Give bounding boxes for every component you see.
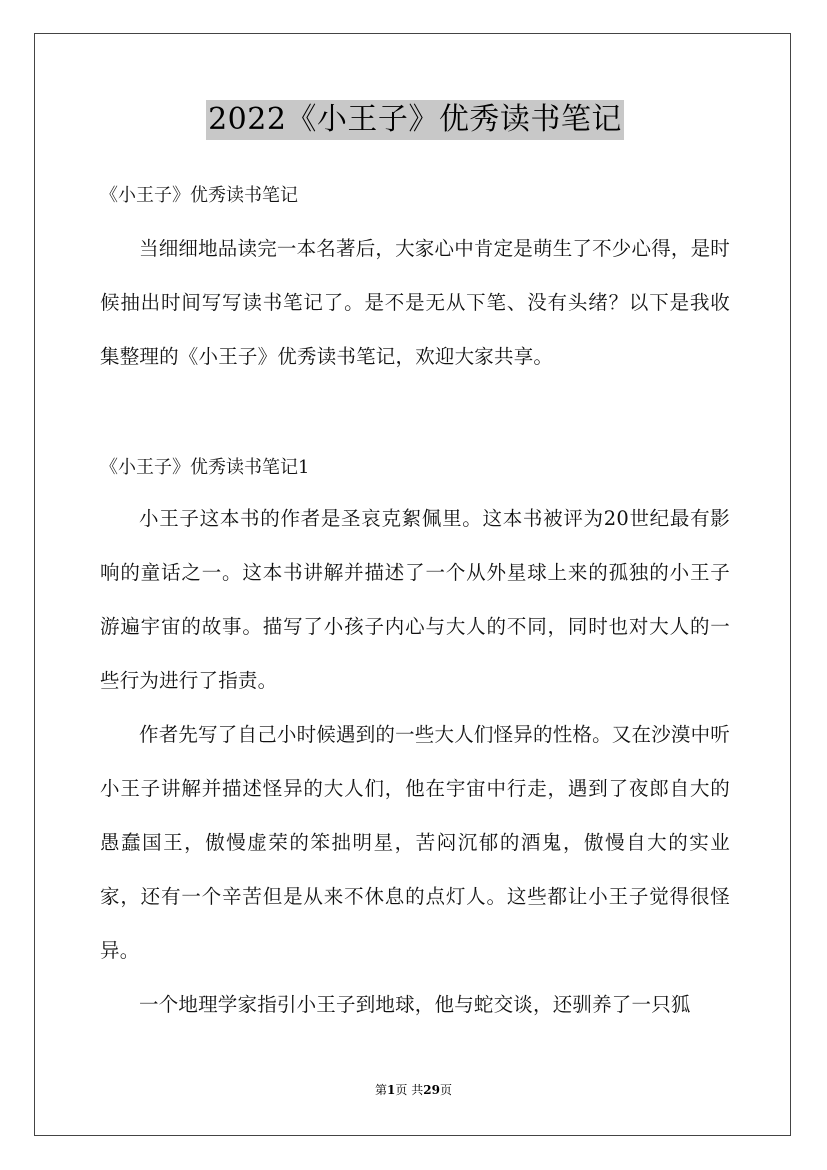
footer-page-current: 1 — [387, 1083, 396, 1097]
intro-paragraph: 当细细地品读完一本名著后，大家心中肯定是萌生了不少心得，是时候抽出时间写写读书笔记了。是不是无从下笔、没有头绪？以下是我收集整理的《小王子》优秀读书笔记，欢迎大家共享。 — [100, 237, 731, 368]
footer-suffix: 页 — [439, 1083, 452, 1097]
footer-prefix: 第 — [375, 1083, 388, 1097]
section-heading: 《小王子》优秀读书笔记1 — [100, 457, 310, 478]
page-footer — [0, 1081, 827, 1098]
body-paragraph: 一个地理学家指引小王子到地球，他与蛇交谈，还驯养了一只狐 — [139, 993, 691, 1016]
document-subtitle: 《小王子》优秀读书笔记 — [100, 185, 298, 206]
footer-page-total: 29 — [423, 1083, 440, 1097]
body-paragraph: 小王子这本书的作者是圣哀克絮佩里。这本书被评为20世纪最有影响的童话之一。这本书讲解并描述了一个从外星球上来的孤独的小王子游遍宇宙的故事。描写了小孩子内心与大人的不同，同时也对大人的一些行为进行了指责。 — [100, 507, 730, 692]
title-container — [100, 100, 730, 140]
body-paragraph: 作者先写了自己小时候遇到的一些大人们怪异的性格。又在沙漠中听小王子讲解并描述怪异的大人们，他在宇宙中行走，遇到了夜郎自大的愚蠢国王，傲慢虚荣的笨拙明星，苦闷沉郁的酒鬼，傲慢自大的实业家，还有一个辛苦但是从来不休息的点灯人。这些都让小王子觉得很怪异。 — [100, 723, 731, 962]
footer-mid: 页 共 — [395, 1083, 424, 1097]
document-title: 2022《小王子》优秀读书笔记 — [206, 100, 624, 140]
